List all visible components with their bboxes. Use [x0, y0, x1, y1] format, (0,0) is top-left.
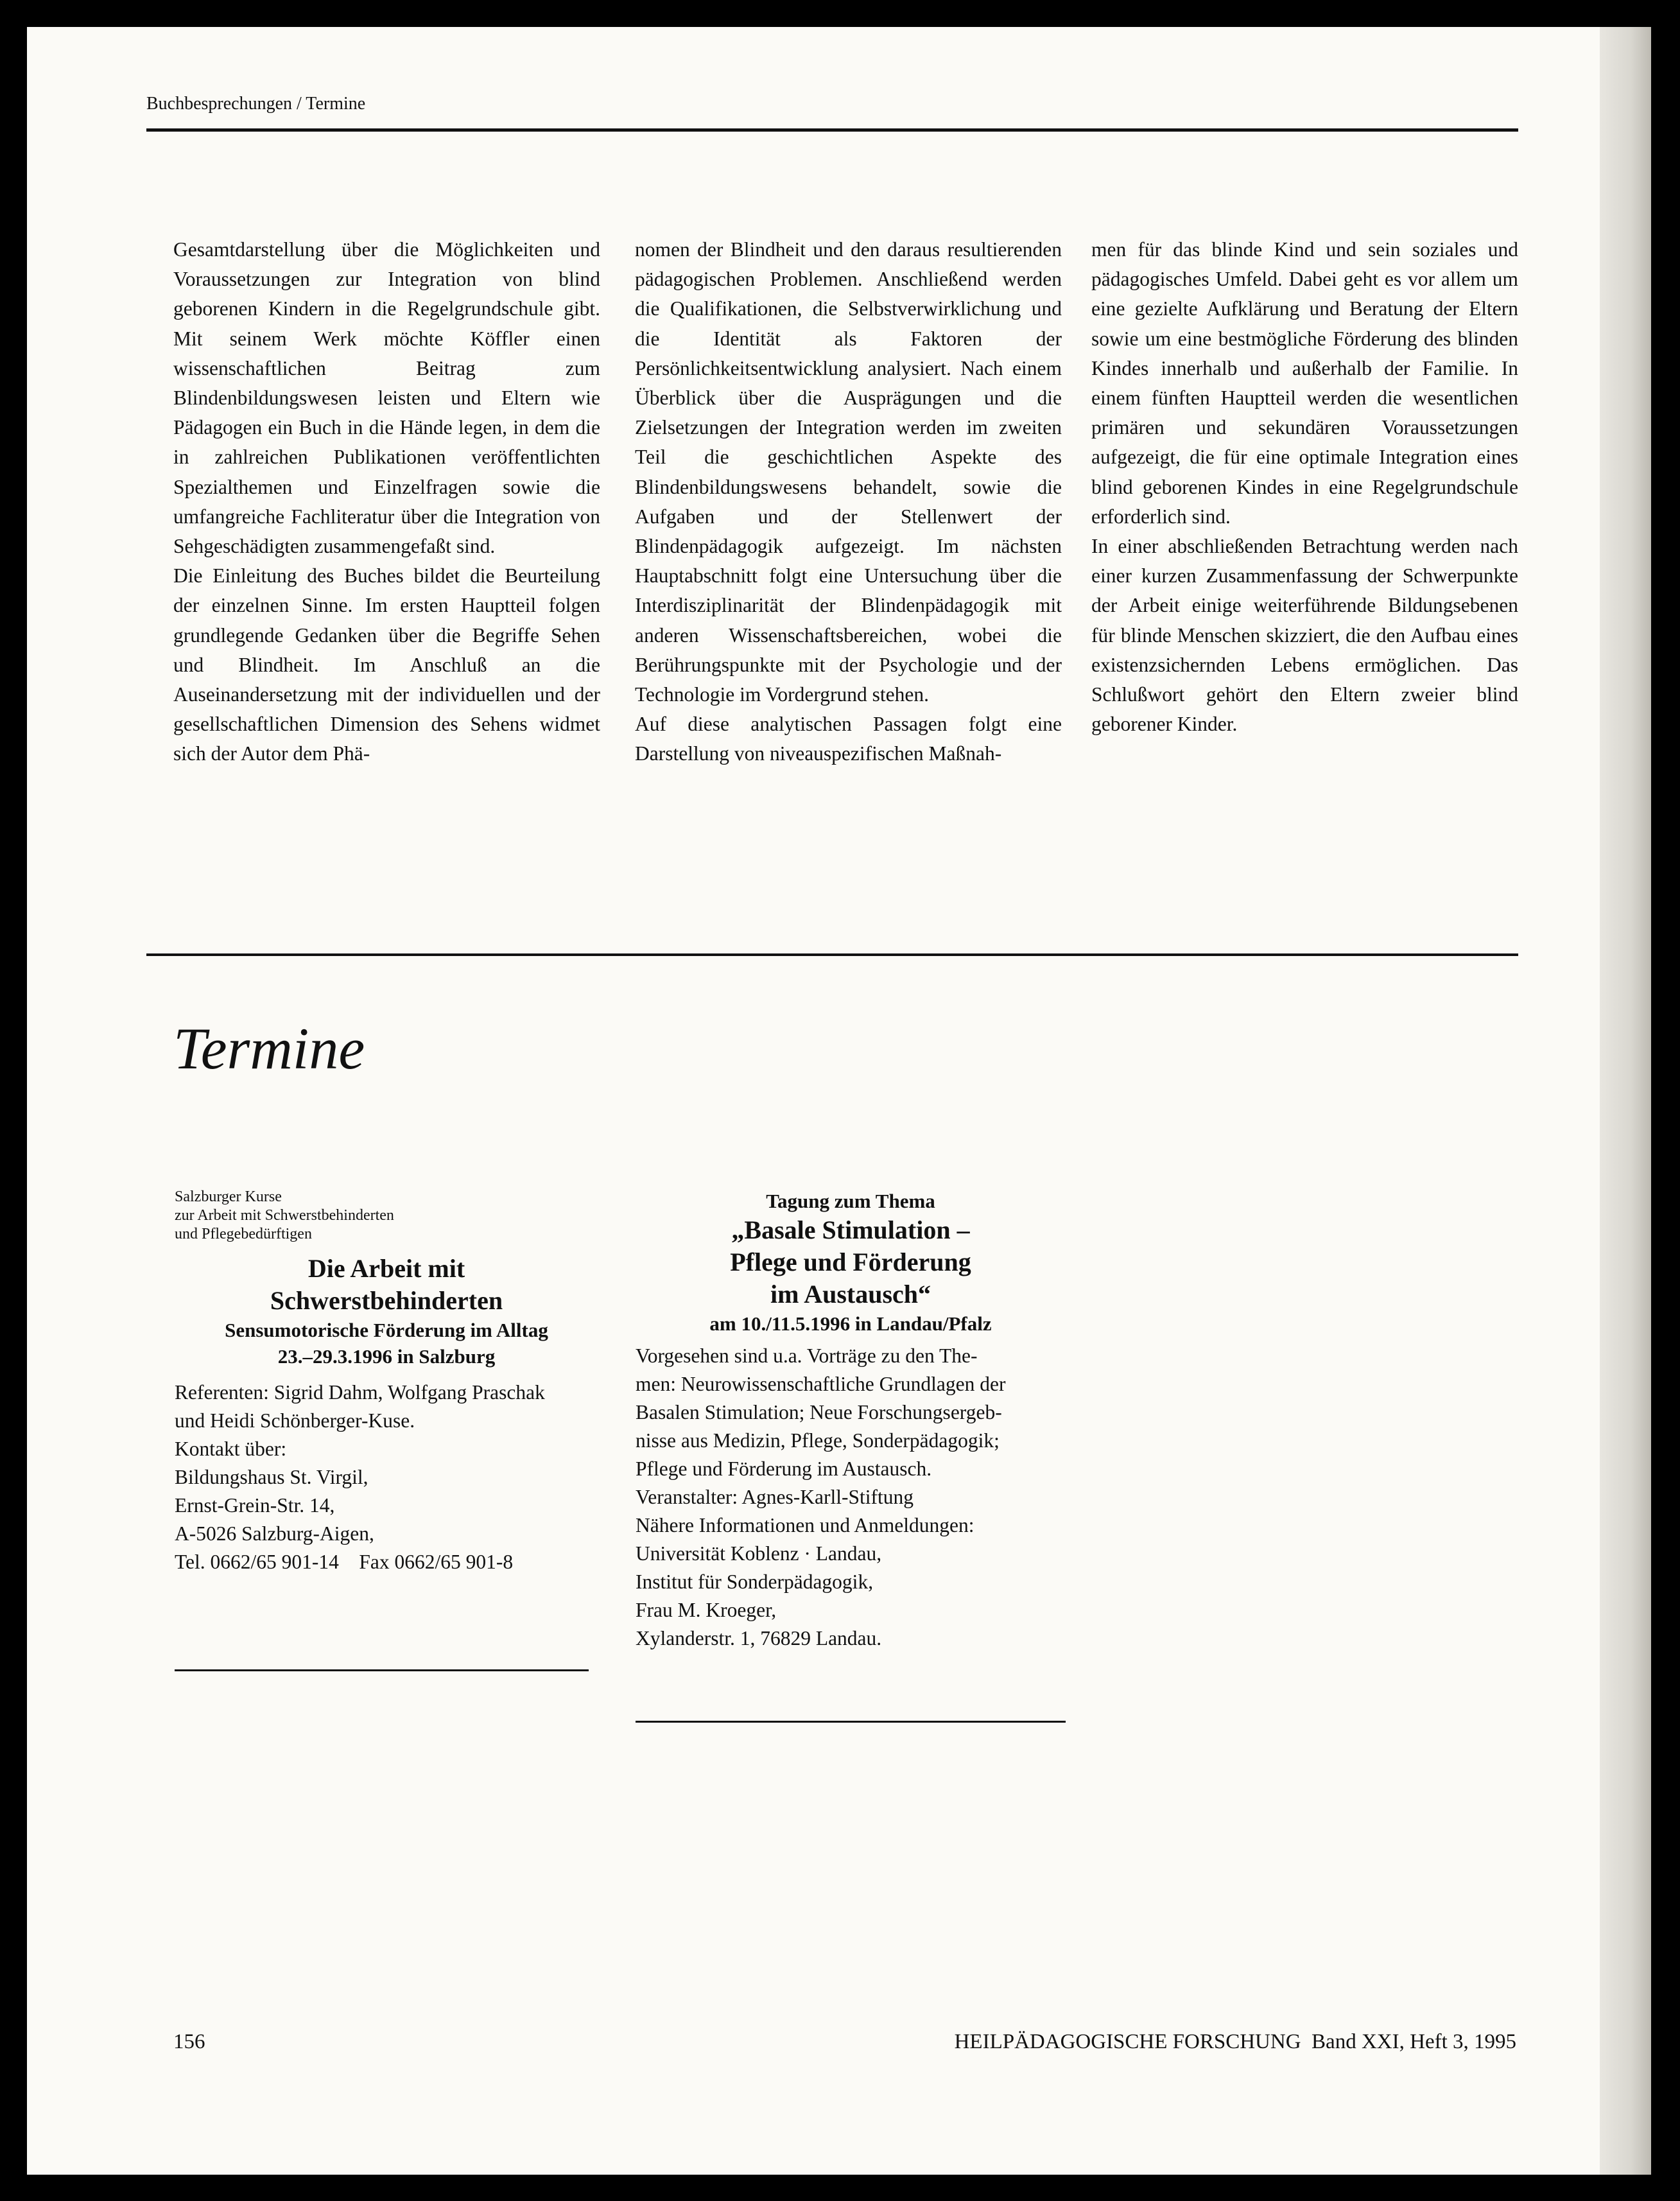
running-head: Buchbesprechungen / Termine — [146, 94, 366, 114]
event-headline: Pflege und Förderung — [730, 1248, 971, 1276]
event-headline: im Austausch“ — [770, 1280, 931, 1309]
event-headline: „Basale Stimulation – — [731, 1215, 970, 1244]
section-title: Termine — [173, 1016, 365, 1081]
event-body-line: Xylanderstr. 1, 76829 Landau. — [636, 1627, 882, 1649]
event-headline: Schwerstbehinderten — [270, 1286, 503, 1315]
event-end-rule — [636, 1721, 1066, 1723]
event-body-line: nisse aus Medizin, Pflege, Sonderpädagogik; — [636, 1429, 1000, 1452]
review-paragraph: Gesamtdarstellung über die Möglichkeiten und Voraussetzungen zur Integration von blind geborenen Kindern in die Regelgrundschule gibt. Mit seinem Werk möchte Köffler einen wissenschaftlichen Beitrag zum Blindenbildungswesen leisten und Eltern wie Pädagogen ein Buch in die Hände legen, in dem die in zahlreichen Publikationen veröffentlichten Spezialthemen und Einzelfragen sowie die umfangreiche Fachliteratur über die Integration von Sehgeschädigten zusammengefaßt sind. — [173, 238, 600, 558]
event-body-line: Universität Koblenz · Landau, — [636, 1542, 882, 1565]
event-kicker: Salzburger Kurse — [175, 1188, 282, 1205]
event-salzburg — [175, 1188, 598, 1576]
event-body-line: Pflege und Förderung im Austausch. — [636, 1457, 932, 1480]
review-paragraph: Die Einleitung des Buches bildet die Beurteilung der einzelnen Sinne. Im ersten Hauptteil folgen grundlegende Gedanken über die Begriffe Sehen und Blindheit. Im Anschluß an die Auseinandersetzung mit der individuellen und der gesellschaftlichen Dimension des Sehens widmet sich der Autor dem Phä- — [173, 564, 600, 765]
review-paragraph: nomen der Blindheit und den daraus resultierenden pädagogischen Problemen. Anschließend werden die Qualifikationen, die Selbstverwirklichung und die Identität als Faktoren der Persönlichkeitsentwicklung analysiert. Nach einem Überblick über die Ausprägungen und die Zielsetzungen der Integration werden im zweiten Teil die geschichtlichen Aspekte des Blindenbildungswesens behandelt, sowie die Aufgaben und der Stellenwert der Blindenpädagogik aufgezeigt. Im nächsten Hauptabschnitt folgt eine Untersuchung über die Interdisziplinarität der Blindenpädagogik mit anderen Wissenschaftsbereichen, wobei die Berührungspunkte mit der Psychologie und der Technologie im Vordergrund stehen. — [635, 238, 1062, 706]
event-body-line: Frau M. Kroeger, — [636, 1599, 777, 1621]
event-body-line: Kontakt über: — [175, 1438, 287, 1460]
event-body-line: Bildungshaus St. Virgil, — [175, 1466, 368, 1488]
event-headline: Die Arbeit mit — [307, 1254, 465, 1283]
event-body-line: Nähere Informationen und Anmeldungen: — [636, 1514, 974, 1536]
review-column-1 — [173, 235, 600, 769]
review-paragraph: Auf diese analytischen Passagen folgt eine Darstellung von niveauspezifischen Maßnah- — [635, 713, 1062, 765]
review-paragraph: men für das blinde Kind und sein soziales und pädagogisches Umfeld. Dabei geht es vor allem um eine gezielte Aufklärung und Beratung der Eltern sowie um eine bestmögliche Förderung des blinden Kindes innerhalb und außerhalb der Familie. In einem fünften Hauptteil werden die wesentlichen primären und sekundären Voraussetzungen aufgezeigt, die für eine optimale Integration eines blind geborenen Kindes in eine Regelgrundschule erforderlich sind. — [1091, 238, 1518, 528]
event-body — [636, 1342, 1066, 1653]
event-end-rule — [175, 1669, 589, 1671]
event-body-line: Vorgesehen sind u.a. Vorträge zu den The- — [636, 1344, 978, 1367]
event-kicker: zur Arbeit mit Schwerstbehinderten — [175, 1207, 394, 1224]
review-column-2 — [635, 235, 1062, 769]
event-body-line: men: Neurowissenschaftliche Grundlagen der — [636, 1373, 1006, 1395]
event-body-line: Veranstalter: Agnes-Karll-Stiftung — [636, 1486, 914, 1508]
book-spine — [1600, 27, 1651, 2175]
review-column-3 — [1091, 235, 1518, 739]
event-subhead: Sensumotorische Förderung im Alltag — [225, 1319, 548, 1341]
event-landau — [636, 1188, 1066, 1653]
event-body-line: Referenten: Sigrid Dahm, Wolfgang Praschak — [175, 1381, 545, 1404]
review-paragraph: In einer abschließenden Betrachtung werden nach einer kurzen Zusammenfassung der Schwerpunkte der Arbeit einige weiterführende Bildungsebenen für blinde Menschen skizziert, die den Aufbau eines existenzsichernden Lebens ermöglichen. Das Schlußwort gehört den Eltern zweier blind geborener Kinder. — [1091, 535, 1518, 736]
event-body-line: und Heidi Schönberger-Kuse. — [175, 1409, 415, 1432]
event-date: am 10./11.5.1996 in Landau/Pfalz — [709, 1312, 992, 1335]
section-rule — [146, 953, 1518, 956]
header-rule — [146, 128, 1518, 132]
journal-footer: HEILPÄDAGOGISCHE FORSCHUNG Band XXI, Heft 3, 1995 — [954, 2030, 1516, 2053]
event-body-line: A-5026 Salzburg-Aigen, — [175, 1522, 374, 1545]
page-number: 156 — [173, 2030, 205, 2053]
event-body-line: Tel. 0662/65 901-14 Fax 0662/65 901-8 — [175, 1551, 514, 1573]
event-kicker: und Pflegebedürftigen — [175, 1226, 312, 1242]
event-body-line: Ernst-Grein-Str. 14, — [175, 1494, 335, 1517]
event-kicker: Tagung zum Thema — [766, 1190, 935, 1212]
event-body — [175, 1379, 598, 1576]
event-date: 23.–29.3.1996 in Salzburg — [277, 1345, 496, 1368]
event-body-line: Basalen Stimulation; Neue Forschungsergeb- — [636, 1401, 1002, 1423]
event-body-line: Institut für Sonderpädagogik, — [636, 1570, 874, 1593]
